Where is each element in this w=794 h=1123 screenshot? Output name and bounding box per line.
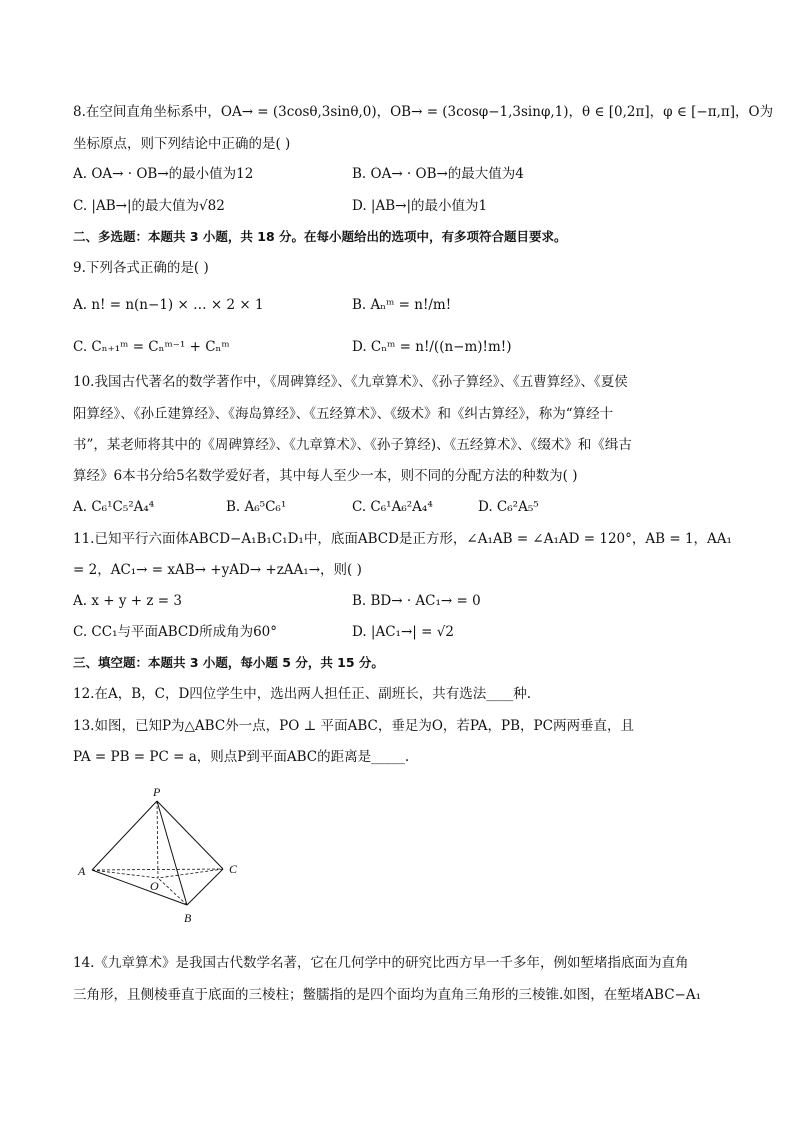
q8-stem-line2: 坐标原点，则下列结论中正确的是( ) <box>73 136 291 152</box>
edge-pa <box>92 801 157 870</box>
edge-bc <box>187 869 223 905</box>
q10-line2: 阳算经》、《孙丘建算经》、《海岛算经》、《五经算术》、《级术》和《纠古算经》，称为“算经十 <box>73 406 614 422</box>
q11-line1: 11.已知平行六面体ABCD−A₁B₁C₁D₁中，底面ABCD是正方形，∠A₁AB = ∠A₁AD = 120°，AB = 1，AA₁ <box>73 531 732 547</box>
q9-option-c: C. Cₙ₊₁ᵐ = Cₙᵐ⁻¹ + Cₙᵐ <box>73 339 230 355</box>
q14-line1: 14.《九章算术》是我国古代数学名著，它在几何学中的研究比西方早一千多年，例如堑堵指底面为直角 <box>73 955 689 971</box>
q11-option-d: D. |AC₁→| = √2 <box>352 624 454 640</box>
q11-option-b: B. BD→ · AC₁→ = 0 <box>352 593 481 609</box>
q11-option-c: C. CC₁与平面ABCD所成角为60° <box>73 624 278 640</box>
q8-option-c: C. |AB→|的最大值为√82 <box>73 198 225 214</box>
q13-line2: PA = PB = PC = a，则点P到平面ABC的距离是_____. <box>73 749 410 765</box>
q10-option-a: A. C₆¹C₅²A₄⁴ <box>73 499 155 515</box>
edge-ac-hidden <box>92 869 223 870</box>
q8-option-a: A. OA→ · OB→的最小值为12 <box>73 166 254 182</box>
q14-line2: 三角形，且侧棱垂直于底面的三棱柱；鳖臑指的是四个面均为直角三角形的三棱锥.如图，在堑堵ABC−A₁ <box>73 987 702 1003</box>
q10-line3: 书”，某老师将其中的《周碑算经》、《九章算术》、《孙子算经)、《五经算术》、《缀术》和《缉古 <box>73 437 632 453</box>
label-p: P <box>153 785 161 799</box>
section3-desc: 本题共 3 小题，每小题 5 分，共 15 分。 <box>148 655 384 670</box>
label-b: B <box>184 911 192 925</box>
q8-option-d: D. |AB→|的最小值为1 <box>352 198 488 214</box>
label-c: C <box>229 862 238 876</box>
q11-option-a: A. x + y + z = 3 <box>73 593 182 609</box>
label-a: A <box>78 864 86 878</box>
q9-stem: 9.下列各式正确的是( ) <box>73 260 209 276</box>
q12-stem: 12.在A，B，C，D四位学生中，选出两人担任正、副班长，共有选法____种. <box>73 686 532 702</box>
edge-ab <box>92 870 187 905</box>
section2-desc: 本题共 3 小题，共 18 分。在每小题给出的选项中，有多项符合题目要求。 <box>148 229 567 244</box>
q10-option-c: C. C₆¹A₆²A₄⁴ <box>352 499 433 515</box>
q10-line4: 算经》6本书分给5名数学爱好者，其中每人至少一本，则不同的分配方法的种数为( ) <box>73 468 578 484</box>
q9-option-d: D. Cₙᵐ = n!/((n−m)!m!) <box>352 339 512 355</box>
section2-title: 二、多选题： <box>73 229 149 244</box>
tetrahedron-figure <box>74 783 244 933</box>
q8-stem-line1: 8.在空间直角坐标系中，OA→ = (3cosθ,3sinθ,0)，OB→ = (3cosφ−1,3sinφ,1)，θ ∈ [0,2π]，φ ∈ [−π,π]，O为 <box>73 104 774 120</box>
section2-heading <box>73 227 567 247</box>
q9-option-a: A. n! = n(n−1) × … × 2 × 1 <box>73 297 264 313</box>
q8-option-b: B. OA→ · OB→的最大值为4 <box>352 166 524 182</box>
q10-option-b: B. A₆⁵C₆¹ <box>226 499 287 515</box>
q9-option-b: B. Aₙᵐ = n!/m! <box>352 297 452 313</box>
label-o: O <box>150 879 159 893</box>
q11-line2: = 2，AC₁→ = xAB→ +yAD→ +zAA₁→，则( ) <box>73 562 362 578</box>
section3-title: 三、填空题： <box>73 655 149 670</box>
q13-line1: 13.如图，已知P为△ABC外一点，PO ⊥ 平面ABC，垂足为O，若PA，PB，PC两两垂直，且 <box>73 718 634 734</box>
segment-co <box>158 869 223 878</box>
section3-heading <box>73 653 384 673</box>
q10-option-d: D. C₆²A₅⁵ <box>478 499 539 515</box>
segment-po <box>157 801 158 878</box>
q10-line1: 10.我国古代著名的数学著作中，《周碑算经》、《九章算术》、《孙子算经》、《五曹算经》、《夏侯 <box>73 374 628 390</box>
